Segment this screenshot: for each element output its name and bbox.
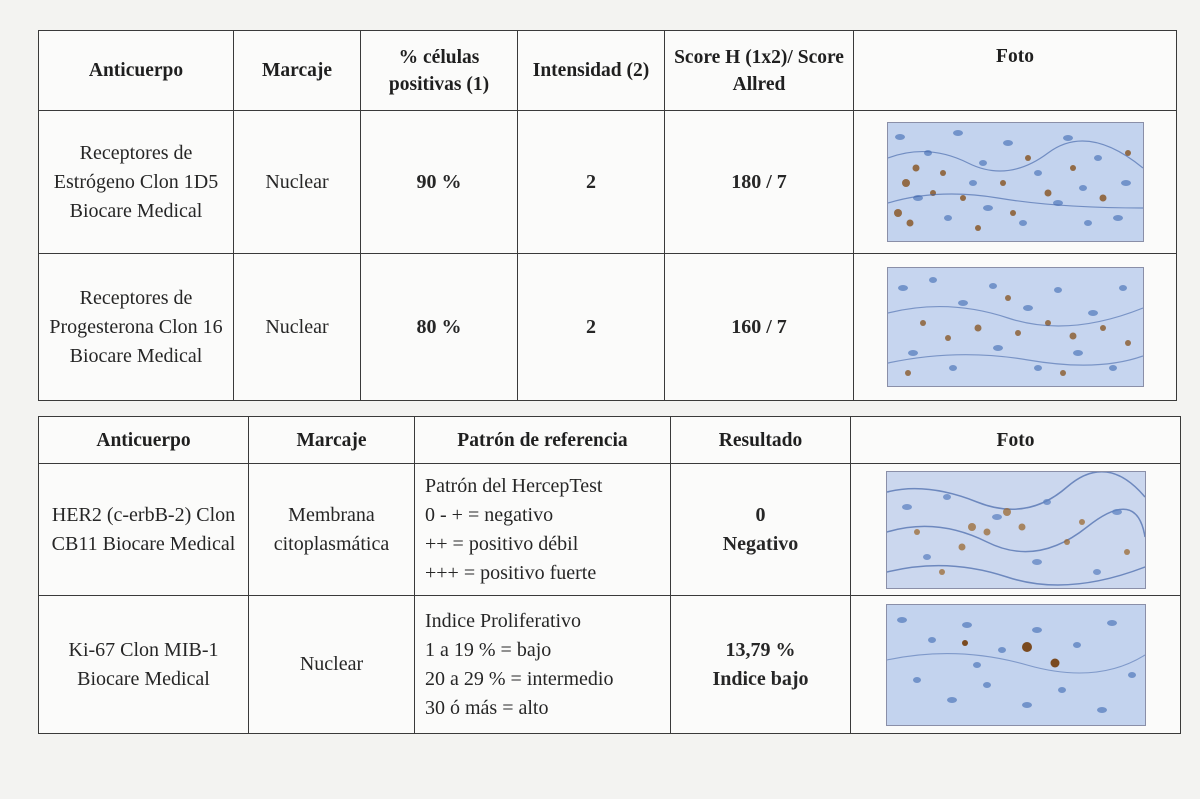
intensity-cell: 2: [518, 254, 665, 401]
header-score: Score H (1x2)/ Score Allred: [665, 31, 854, 111]
intensity-cell: 2: [518, 111, 665, 254]
micrograph-her2: [886, 471, 1146, 589]
reference-cell: Patrón del HercepTest 0 - + = negativo ++ = positivo débil +++ = positivo fuerte: [415, 464, 671, 596]
antibody-cell: Receptores de Progesterona Clon 16 Biocare Medical: [39, 254, 234, 401]
result-cell: [671, 464, 851, 596]
header-marking: Marcaje: [234, 31, 361, 111]
marking-cell: Nuclear: [234, 254, 361, 401]
micrograph-estrogen-receptor: [887, 122, 1144, 242]
table-header-row: [39, 31, 1177, 111]
header-marking: Marcaje: [249, 417, 415, 464]
header-intensity: Intensidad (2): [518, 31, 665, 111]
table-header-row: [39, 417, 1181, 464]
micrograph-progesterone-receptor: [887, 267, 1144, 387]
marking-cell: Nuclear: [234, 111, 361, 254]
immunohistochemistry-table-hormone-receptors: [38, 30, 1177, 401]
score-cell: 180 / 7: [665, 111, 854, 254]
immunohistochemistry-table-her2-ki67: [38, 416, 1181, 734]
header-photo: Foto: [854, 31, 1177, 111]
result-value: 0: [755, 503, 766, 526]
table-row: [39, 111, 1177, 254]
header-antibody: Anticuerpo: [39, 31, 234, 111]
result-label: Indice bajo: [712, 667, 809, 690]
photo-cell: [851, 464, 1181, 596]
header-reference-pattern: Patrón de referencia: [415, 417, 671, 464]
percent-cell: 90 %: [361, 111, 518, 254]
photo-cell: [854, 254, 1177, 401]
result-cell: [671, 596, 851, 734]
antibody-cell: Ki-67 Clon MIB-1 Biocare Medical: [39, 596, 249, 734]
header-result: Resultado: [671, 417, 851, 464]
header-percent-positive-cells: % células positivas (1): [361, 31, 518, 111]
result-value: 13,79 %: [725, 638, 796, 661]
table-row: [39, 254, 1177, 401]
header-photo: Foto: [851, 417, 1181, 464]
antibody-cell: Receptores de Estrógeno Clon 1D5 Biocare Medical: [39, 111, 234, 254]
table-row: [39, 596, 1181, 734]
photo-cell: [854, 111, 1177, 254]
result-label: Negativo: [722, 532, 799, 555]
antibody-cell: HER2 (c-erbB-2) Clon CB11 Biocare Medical: [39, 464, 249, 596]
reference-cell: Indice Proliferativo 1 a 19 % = bajo 20 a 29 % = intermedio 30 ó más = alto: [415, 596, 671, 734]
marking-cell: Nuclear: [249, 596, 415, 734]
percent-cell: 80 %: [361, 254, 518, 401]
table-row: [39, 464, 1181, 596]
marking-cell: Membrana citoplasmática: [249, 464, 415, 596]
micrograph-ki67: [886, 604, 1146, 726]
photo-cell: [851, 596, 1181, 734]
score-cell: 160 / 7: [665, 254, 854, 401]
header-antibody: Anticuerpo: [39, 417, 249, 464]
